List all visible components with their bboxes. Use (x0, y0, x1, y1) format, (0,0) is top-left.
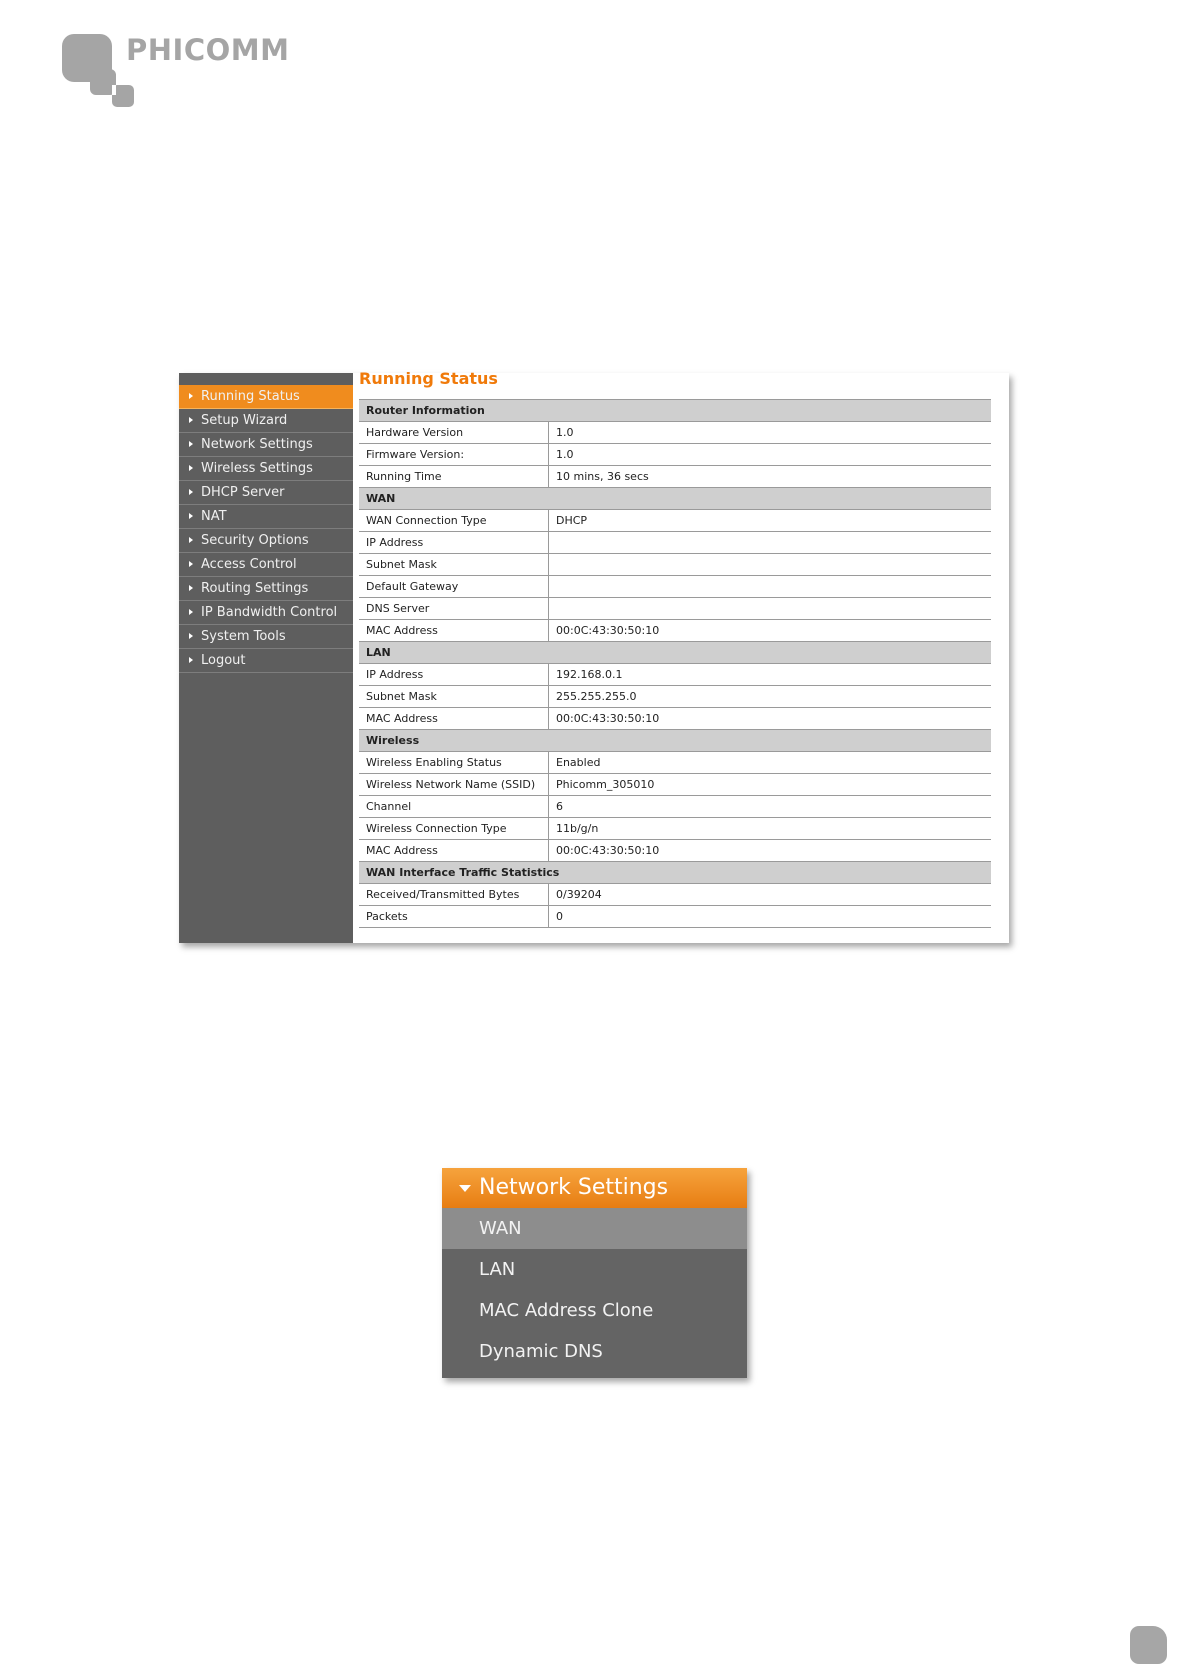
sidebar-item-network-settings[interactable] (179, 433, 353, 457)
sidebar-item-wireless-settings[interactable] (179, 457, 353, 481)
row-value: 00:0C:43:30:50:10 (549, 840, 992, 862)
table-row (359, 510, 991, 532)
phicomm-logo (60, 33, 360, 113)
sidebar-item-label: Logout (201, 653, 246, 668)
arrow-right-icon (189, 489, 193, 495)
row-value: 255.255.255.0 (549, 686, 992, 708)
row-value: 00:0C:43:30:50:10 (549, 708, 992, 730)
table-row (359, 554, 991, 576)
sidebar-item-security-options[interactable] (179, 529, 353, 553)
sidebar-item-label: Access Control (201, 557, 297, 572)
row-value: Enabled (549, 752, 992, 774)
row-value (549, 576, 992, 598)
arrow-right-icon (189, 465, 193, 471)
sidebar-item-setup-wizard[interactable] (179, 409, 353, 433)
section-header (359, 730, 991, 752)
table-row (359, 466, 991, 488)
page-title: Running Status (359, 369, 498, 388)
row-label: Received/Transmitted Bytes (359, 884, 549, 906)
sidebar-item-running-status[interactable] (179, 385, 353, 409)
arrow-right-icon (189, 441, 193, 447)
submenu-item-wan[interactable]: WAN (442, 1208, 747, 1249)
row-label: Channel (359, 796, 549, 818)
row-label: Wireless Connection Type (359, 818, 549, 840)
sidebar-item-label: Security Options (201, 533, 309, 548)
sidebar-item-label: DHCP Server (201, 485, 285, 500)
network-settings-menu (442, 1168, 747, 1378)
row-label: Subnet Mask (359, 554, 549, 576)
table-row (359, 444, 991, 466)
status-table (359, 399, 991, 928)
sidebar-item-label: Running Status (201, 389, 300, 404)
sidebar-item-logout[interactable] (179, 649, 353, 673)
row-label: MAC Address (359, 620, 549, 642)
arrow-right-icon (189, 657, 193, 663)
row-value: 192.168.0.1 (549, 664, 992, 686)
sidebar (179, 373, 353, 943)
row-label: IP Address (359, 532, 549, 554)
sidebar-item-label: System Tools (201, 629, 286, 644)
section-title: WAN (359, 488, 991, 510)
submenu-item-dynamic-dns[interactable]: Dynamic DNS (479, 1341, 603, 1362)
row-label: Default Gateway (359, 576, 549, 598)
row-label: IP Address (359, 664, 549, 686)
row-value (549, 598, 992, 620)
arrow-right-icon (189, 633, 193, 639)
sidebar-menu (179, 385, 353, 673)
sidebar-item-dhcp-server[interactable] (179, 481, 353, 505)
row-label: Wireless Enabling Status (359, 752, 549, 774)
sidebar-item-label: NAT (201, 509, 227, 524)
table-row (359, 906, 991, 928)
table-row (359, 840, 991, 862)
table-row (359, 576, 991, 598)
table-row (359, 422, 991, 444)
table-row (359, 598, 991, 620)
section-header (359, 400, 991, 422)
row-label: Subnet Mask (359, 686, 549, 708)
section-header (359, 488, 991, 510)
table-row (359, 620, 991, 642)
row-value: 1.0 (549, 444, 992, 466)
row-value: 11b/g/n (549, 818, 992, 840)
arrow-right-icon (189, 537, 193, 543)
table-row (359, 708, 991, 730)
row-value (549, 554, 992, 576)
row-value: 6 (549, 796, 992, 818)
section-title: Wireless (359, 730, 991, 752)
row-label: WAN Connection Type (359, 510, 549, 532)
arrow-right-icon (189, 393, 193, 399)
table-row (359, 664, 991, 686)
arrow-right-icon (189, 585, 193, 591)
section-header (359, 862, 991, 884)
row-label: Running Time (359, 466, 549, 488)
section-title: Router Information (359, 400, 991, 422)
submenu-item-mac-address-clone[interactable]: MAC Address Clone (479, 1300, 654, 1321)
sidebar-item-access-control[interactable] (179, 553, 353, 577)
sidebar-item-label: Wireless Settings (201, 461, 313, 476)
sidebar-item-label: Setup Wizard (201, 413, 288, 428)
row-value: DHCP (549, 510, 992, 532)
arrow-right-icon (189, 561, 193, 567)
sidebar-item-label: Network Settings (201, 437, 313, 452)
row-label: Firmware Version: (359, 444, 549, 466)
brand-name: PHICOMM (126, 33, 290, 67)
row-label: MAC Address (359, 840, 549, 862)
section-title: WAN Interface Traffic Statistics (359, 862, 991, 884)
table-row (359, 686, 991, 708)
section-header (359, 642, 991, 664)
table-row (359, 796, 991, 818)
submenu-item-lan[interactable]: LAN (479, 1259, 516, 1280)
row-value (549, 532, 992, 554)
sidebar-item-label: Routing Settings (201, 581, 309, 596)
table-row (359, 774, 991, 796)
running-status-screenshot (179, 369, 1009, 943)
row-value: 0 (549, 906, 992, 928)
row-value: 10 mins, 36 secs (549, 466, 992, 488)
network-settings-header-label: Network Settings (479, 1175, 669, 1200)
sidebar-item-nat[interactable] (179, 505, 353, 529)
arrow-right-icon (189, 513, 193, 519)
table-row (359, 752, 991, 774)
table-row (359, 818, 991, 840)
section-title: LAN (359, 642, 991, 664)
sidebar-item-system-tools[interactable] (179, 625, 353, 649)
arrow-right-icon (189, 609, 193, 615)
row-label: Packets (359, 906, 549, 928)
row-label: MAC Address (359, 708, 549, 730)
sidebar-item-routing-settings[interactable] (179, 577, 353, 601)
row-value: 00:0C:43:30:50:10 (549, 620, 992, 642)
table-row (359, 532, 991, 554)
row-value: 0/39204 (549, 884, 992, 906)
row-value: Phicomm_305010 (549, 774, 992, 796)
row-label: DNS Server (359, 598, 549, 620)
sidebar-item-label: IP Bandwidth Control (201, 605, 338, 620)
sidebar-item-ip-bandwidth-control[interactable] (179, 601, 353, 625)
arrow-right-icon (189, 417, 193, 423)
row-label: Wireless Network Name (SSID) (359, 774, 549, 796)
row-label: Hardware Version (359, 422, 549, 444)
page-corner-tab (1130, 1626, 1167, 1664)
network-settings-header[interactable] (442, 1168, 747, 1208)
chevron-down-icon (459, 1185, 471, 1192)
table-row (359, 884, 991, 906)
row-value: 1.0 (549, 422, 992, 444)
